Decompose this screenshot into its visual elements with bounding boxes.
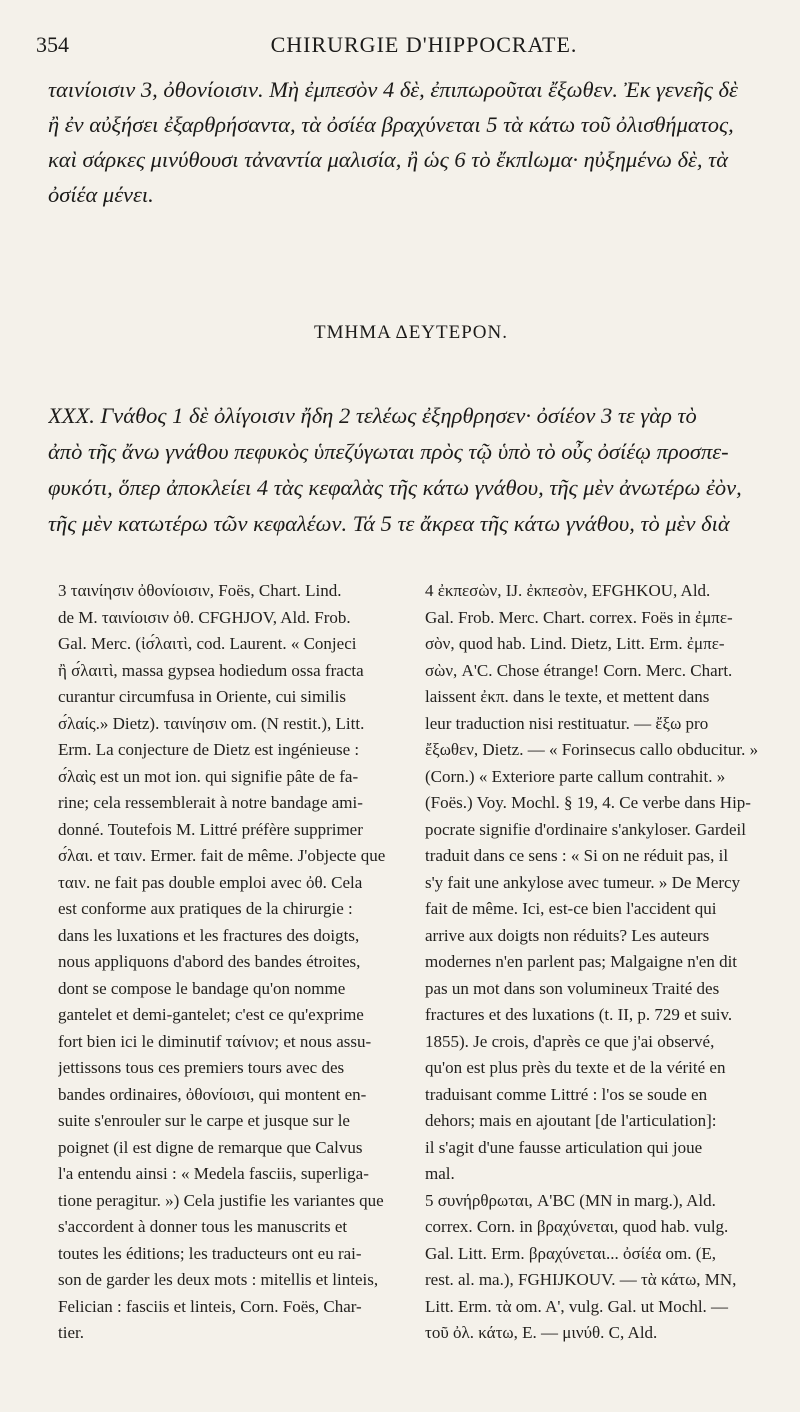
note-line: s'y fait une ankylose avec tumeur. » De Mercy [425,872,741,892]
note-line: correx. Corn. in βραχύνεται, quod hab. vulg. [425,1217,729,1236]
footnotes-left-column [58,578,388,1347]
note-line: ἔξωθεν, Dietz. — « Forinsecus callo obducitur. » [425,740,759,759]
note-line: Litt. Erm. τὰ om. A', vulg. Gal. ut Mochl. — [425,1296,729,1316]
note-line: σ́λαι. et ταιν. Ermer. fait de même. J'objecte que [58,846,386,865]
text-line: ὀσίέα μένει. [48,182,154,207]
note-line: tione peragitur. ») Cela justifie les variantes que [58,1190,384,1210]
note-line: ἢ σ́λαιτὶ, massa gypsea hodiedum ossa fracta [58,660,364,680]
footnotes-right-column [425,578,770,1347]
note-line: Gal. Litt. Erm. βραχύνεται... ὀσίέα om. (E, [425,1243,717,1263]
note-line: donné. Toutefois M. Littré préfère supprimer [58,819,363,839]
page-header [36,28,772,62]
note-line: arrive aux doigts non réduits? Les auteurs [425,925,710,945]
note-line: σὼν, A'C. Chose étrange! Corn. Merc. Chart. [425,660,733,680]
note-line: 5 συνήρθρωται, A'BC (MN in marg.), Ald. [425,1190,716,1210]
note-line: curantur circumfusa in Oriente, cui similis [58,687,346,706]
note-line: modernes n'en parlent pas; Malgaigne n'en dit [425,952,738,971]
note-line: σὸν, quod hab. Lind. Dietz, Litt. Erm. ἐμπε- [425,634,725,653]
note-line: rine; cela ressemblerait à notre bandage ami- [58,793,363,812]
note-line: mal. [425,1164,455,1183]
note-line: rest. al. ma.), FGHIJKOUV. — τὰ κάτω, MN, [425,1270,737,1289]
text-line: τῆς μὲν κατωτέρω τῶν κεφαλέων. Τά 5 τε ἄκρεα τῆς κάτω γνάθου, τὸ μὲν διὰ [48,511,730,536]
note-line: est conforme aux pratiques de la chirurgie : [58,899,353,918]
note-line: dont se compose le bandage qu'on nomme [58,978,346,998]
note-line: dehors; mais en ajoutant [de l'articulation]: [425,1111,717,1130]
greek-text-continuation [48,72,768,212]
note-line: Erm. La conjecture de Dietz est ingénieuse : [58,740,360,759]
note-line: qu'on est plus près du texte et de la vérité en [425,1058,726,1077]
text-line: ταινίοισιν 3, ὀθονίοισιν. Μὴ ἐμπεσὸν 4 δὲ, ἐπιπωροῦται ἔξωθεν. Ἐκ γενεῆς δὲ [48,77,738,102]
note-line: toutes les éditions; les traducteurs ont eu rai- [58,1243,362,1263]
page-number: 354 [36,32,69,57]
note-line: σ́λαὶς est un mot ion. qui signifie pâte de fa- [58,766,359,786]
note-line: 1855). Je crois, d'après ce que j'ai observé, [425,1031,715,1051]
note-line: suite s'enrouler sur le carpe et jusque sur le [58,1111,350,1130]
note-line: bandes ordinaires, ὀθονίοισι, qui montent en- [58,1084,367,1104]
note-line: jettissons tous ces premiers tours avec des [58,1058,345,1077]
text-line: ἀπὸ τῆς ἄνω γνάθου πεφυκὸς ὑπεζύγωται πρὸς τῷ ὑπὸ τὸ οὖς ὀσίέῳ προσπε- [48,439,729,464]
note-line: 4 ἐκπεσὼν, IJ. ἐκπεσὸν, EFGHKOU, Ald. [425,581,711,600]
text-line: XXX. Γνάθος 1 δὲ ὀλίγοισιν ἤδη 2 τελέως ἐξηρθρησεν· ὀσίέον 3 τε γὰρ τὸ [48,403,697,428]
note-line: pocrate signifie d'ordinaire s'ankyloser. Gardeil [425,819,746,839]
text-line: φυκότι, ὅπερ ἀποκλείει 4 τὰς κεφαλὰς τῆς κάτω γνάθου, τῆς μὲν ἀνωτέρω ἐὸν, [48,475,742,500]
note-line: pas un mot dans son volumineux Traité des [425,978,720,998]
note-line: Gal. Merc. (ἰσ́λαιτὶ, cod. Laurent. « Conjeci [58,634,357,653]
section-title: ΤΜΗΜΑ ΔΕΥΤΕΡΟΝ. [313,322,508,343]
note-line: l'a entendu ainsi : « Medela fasciis, superliga- [58,1164,369,1183]
note-line: leur traduction nisi restituatur. — ἔξω pro [425,713,709,733]
note-line: il s'agit d'une fausse articulation qui joue [425,1137,703,1157]
note-line: 3 ταινίησιν ὀθονίοισιν, Foës, Chart. Lind. [58,581,342,600]
note-line: laissent ἐκπ. dans le texte, et mettent dans [425,687,710,706]
note-line: traduit dans ce sens : « Si on ne réduit pas, il [425,846,729,865]
note-line: tier. [58,1323,84,1342]
note-line: s'accordent à donner tous les manuscrits et [58,1217,348,1236]
note-line: Gal. Frob. Merc. Chart. correx. Foës in ἐμπε- [425,607,733,627]
text-line: καὶ σάρκες μινύθουσι τἀναντία μαλισία, ἢ ὡς 6 τὸ ἔκπlωμα· ηὐξημένω δὲ, τὰ [48,147,729,172]
note-line: (Corn.) « Exteriore parte callum contrahit. » [425,766,726,786]
note-line: fort bien ici le diminutif ταίνιον; et nous assu- [58,1031,372,1051]
note-line: ταιν. ne fait pas double emploi avec ὀθ. Cela [58,872,363,892]
note-line: nous appliquons d'abord des bandes étroites, [58,952,361,971]
note-line: Felician : fasciis et linteis, Corn. Foës, Char- [58,1296,362,1316]
note-line: de M. ταινίοισιν ὀθ. CFGHJOV, Ald. Frob. [58,607,351,627]
note-line: fait de même. Ici, est-ce bien l'accident qui [425,899,717,918]
note-line: traduisant comme Littré : l'os se soude en [425,1084,708,1104]
note-line: dans les luxations et les fractures des doigts, [58,925,360,945]
note-line: son de garder les deux mots : mitellis et linteis, [58,1270,379,1289]
note-line: σ́λαίς.» Dietz). ταινίησιν om. (N restit.), Litt. [58,713,365,733]
note-line: τοῦ ὀλ. κάτω, E. — μινύθ. C, Ald. [425,1323,658,1342]
note-line: gantelet et demi-gantelet; c'est ce qu'exprime [58,1005,364,1024]
text-line: ἢ ἐν αὐξήσει ἐξαρθρήσαντα, τὰ ὀσίέα βραχύνεται 5 τὰ κάτω τοῦ ὀλισθήματος, [48,112,734,137]
note-line: poignet (il est digne de remarque que Calvus [58,1137,363,1157]
note-line: (Foës.) Voy. Mochl. § 19, 4. Ce verbe dans Hip- [425,793,751,812]
running-head: CHIRURGIE D'HIPPOCRATE. [270,32,578,57]
note-line: fractures et des luxations (t. II, p. 729 et suiv. [425,1005,733,1024]
greek-text-section-xxx [48,398,768,542]
